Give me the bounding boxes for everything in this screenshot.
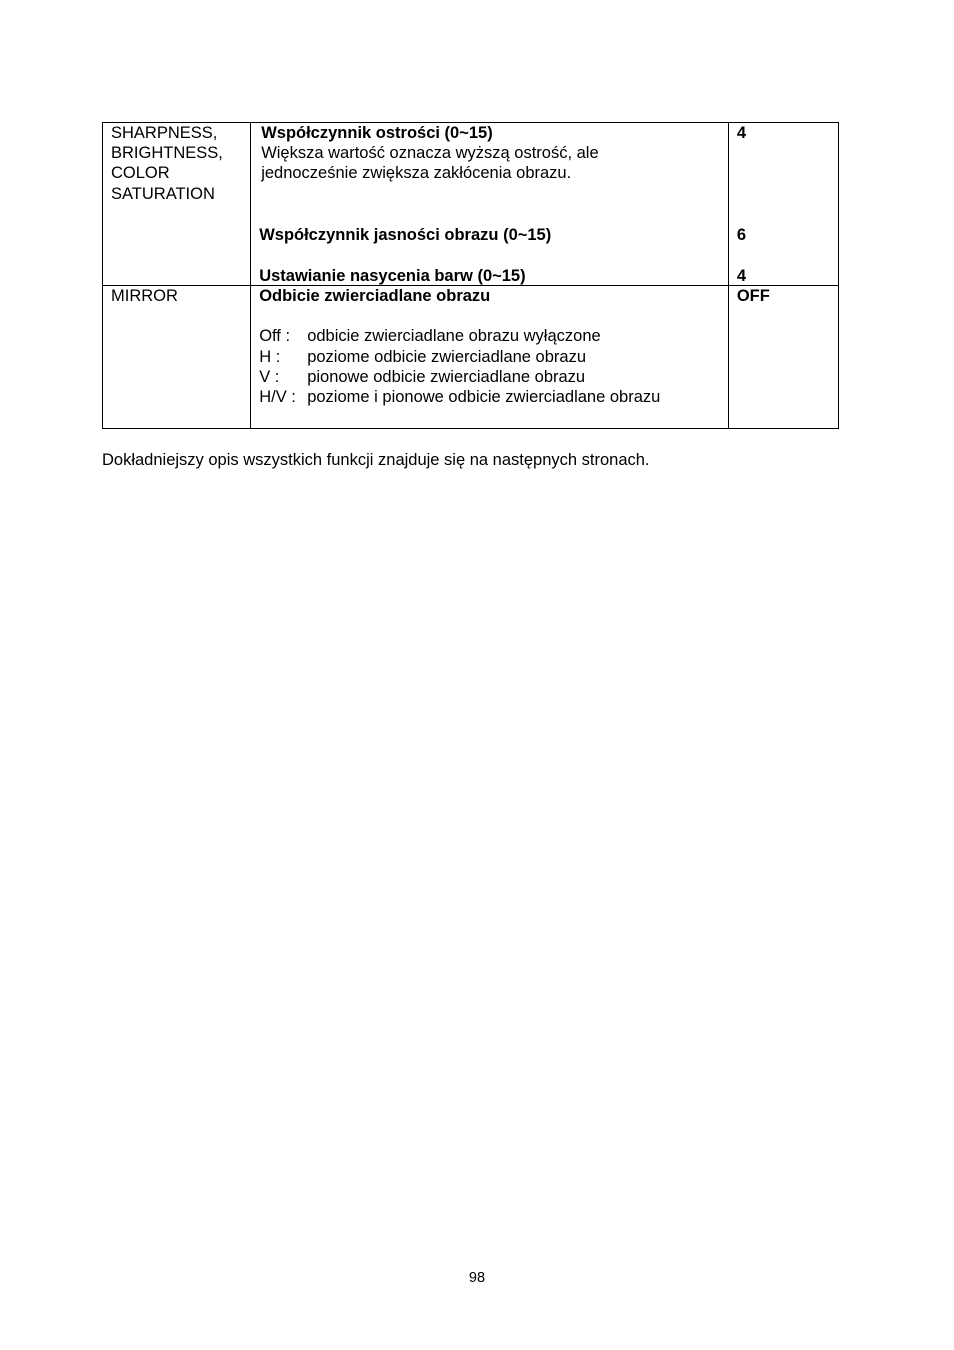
saturation-default-value: 4 bbox=[736, 267, 747, 285]
sharpness-description: jednocześnie zwiększa zakłócenia obrazu. bbox=[261, 164, 572, 182]
setting-name-line: COLOR bbox=[111, 164, 170, 182]
page-number: 98 bbox=[468, 1270, 486, 1286]
mirror-option-desc: poziome odbicie zwierciadlane obrazu bbox=[307, 348, 587, 366]
settings-table bbox=[102, 122, 839, 429]
mirror-option bbox=[259, 326, 601, 346]
setting-name-line: SATURATION bbox=[111, 185, 215, 203]
mirror-option-desc: odbicie zwierciadlane obrazu wyłączone bbox=[307, 327, 601, 345]
mirror-option-key: V : bbox=[259, 368, 280, 386]
setting-default-cell bbox=[728, 286, 838, 429]
mirror-option-key: Off : bbox=[259, 327, 291, 345]
mirror-option-key: H : bbox=[259, 348, 281, 366]
mirror-default-value: OFF bbox=[736, 287, 770, 305]
brightness-default-value: 6 bbox=[736, 226, 747, 244]
setting-default-cell bbox=[728, 123, 838, 286]
footer-note: Dokładniejszy opis wszystkich funkcji znajduje się na następnych stronach. bbox=[102, 451, 650, 469]
table-row bbox=[103, 286, 839, 429]
mirror-option bbox=[259, 387, 660, 407]
setting-name-line: SHARPNESS, bbox=[111, 124, 218, 142]
setting-description-cell bbox=[251, 123, 729, 286]
sharpness-title: Współczynnik ostrości (0~15) bbox=[261, 124, 493, 142]
mirror-option bbox=[259, 367, 585, 387]
sharpness-description: Większa wartość oznacza wyższą ostrość, ale bbox=[261, 144, 599, 162]
setting-description-cell bbox=[251, 286, 729, 429]
setting-name-line: BRIGHTNESS, bbox=[111, 144, 223, 162]
mirror-name: MIRROR bbox=[111, 287, 178, 305]
mirror-title: Odbicie zwierciadlane obrazu bbox=[259, 287, 491, 305]
mirror-option-desc: poziome i pionowe odbicie zwierciadlane obrazu bbox=[307, 388, 661, 406]
setting-name-cell bbox=[103, 123, 251, 286]
saturation-title: Ustawianie nasycenia barw (0~15) bbox=[259, 267, 526, 285]
mirror-option bbox=[259, 347, 586, 367]
sharpness-default-value: 4 bbox=[736, 124, 747, 142]
brightness-title: Współczynnik jasności obrazu (0~15) bbox=[259, 226, 552, 244]
setting-name-cell bbox=[103, 286, 251, 429]
mirror-option-desc: pionowe odbicie zwierciadlane obrazu bbox=[307, 368, 586, 386]
table-row bbox=[103, 123, 839, 286]
mirror-option-key: H/V : bbox=[259, 388, 296, 406]
